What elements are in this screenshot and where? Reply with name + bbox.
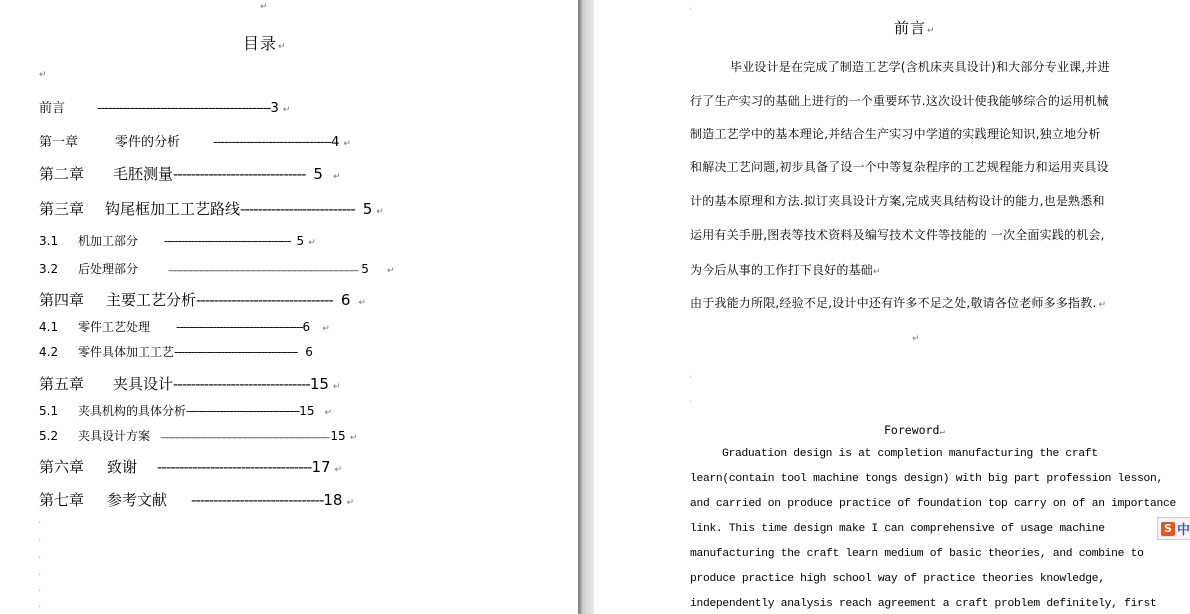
foreword-line: independently analysis reach agreement a craft problem definitely, first <box>690 598 1157 610</box>
paragraph-mark: ↵ <box>334 465 343 475</box>
toc-label: 夹具机构的具体分析 <box>78 404 187 418</box>
paragraph-mark: ↵ <box>912 334 920 344</box>
toc-leader: -------------------------------------- <box>164 234 291 248</box>
preface-line: 为今后从事的工作打下良好的基础 <box>690 263 874 277</box>
sogou-ime-icon[interactable]: S <box>1161 522 1175 536</box>
paragraph-mark: ↵ <box>1098 300 1107 310</box>
toc-page: 5 <box>361 262 369 276</box>
empty-paragraph-mark: ' <box>690 7 692 14</box>
preface-line: 行了生产实习的基础上进行的一个重要环节.这次设计使我能够综合的运用机械 <box>690 94 1109 108</box>
empty-paragraph-mark: ' <box>39 556 41 563</box>
paragraph-mark: ↵ <box>260 2 268 12</box>
toc-row-section-5-2[interactable] <box>39 427 357 444</box>
paragraph-mark: ↵ <box>346 498 355 508</box>
toc-label: 零件的分析 <box>115 135 181 150</box>
empty-paragraph-mark: ' <box>39 521 41 528</box>
toc-label: 钩尾框加工工艺路线 <box>105 200 241 218</box>
toc-page: 15 <box>299 404 315 418</box>
preface-line: 由于我能力所限,经验不足,设计中还有许多不足之处,敬请各位老师多多指教. <box>690 296 1097 310</box>
toc-label: 毛胚测量 <box>113 165 174 183</box>
paragraph-mark: ↵ <box>278 42 286 52</box>
empty-paragraph-mark: ' <box>39 589 41 596</box>
toc-page: 6 <box>305 345 313 359</box>
toc-leader: -------------------------------- <box>213 135 332 150</box>
paragraph-mark: ↵ <box>939 427 945 437</box>
foreword-line: and carried on produce practice of foundation top carry on of an importance <box>690 498 1176 510</box>
toc-label: 致谢 <box>107 458 138 476</box>
preface-line-wrap <box>690 292 1106 311</box>
toc-page: 6 <box>340 291 351 309</box>
toc-page: 17 <box>311 458 331 476</box>
toc-row-chapter-2[interactable] <box>39 163 341 184</box>
toc-leader: ---------------------------------- <box>186 404 300 418</box>
paragraph-mark: ↵ <box>332 172 341 182</box>
ime-toolbar[interactable] <box>1157 517 1190 540</box>
paragraph-mark: ↵ <box>322 324 330 334</box>
foreword-line: produce practice high school way of practice theories knowledge, <box>690 573 1105 585</box>
toc-leader: ----------------------------------------------- <box>97 101 271 116</box>
toc-leader: ———————————————————————————————— <box>160 433 327 443</box>
preface-line-wrap <box>690 259 881 278</box>
empty-paragraph-mark: ' <box>690 375 692 382</box>
toc-label: 后处理部分 <box>78 262 139 276</box>
toc-row-chapter-7[interactable] <box>39 489 354 510</box>
preface-title-wrap <box>894 17 935 38</box>
toc-label: 夹具设计 <box>113 375 174 393</box>
paragraph-mark: ↵ <box>39 70 47 80</box>
empty-paragraph-mark: ' <box>39 573 41 580</box>
toc-num: 5.2 <box>39 429 59 443</box>
paragraph-mark: ↵ <box>358 298 366 308</box>
toc-row-chapter-1[interactable] <box>39 131 351 150</box>
empty-paragraph-mark: ' <box>39 605 41 612</box>
toc-num: 前言 <box>39 101 66 116</box>
toc-num: 第七章 <box>39 491 85 509</box>
toc-row-section-3-1[interactable] <box>39 232 316 249</box>
toc-page: 15 <box>330 429 346 443</box>
foreword-line: manufacturing the craft learn medium of basic theories, and combine to <box>690 548 1144 560</box>
paragraph-mark: ↵ <box>343 139 351 149</box>
toc-num: 第四章 <box>39 291 85 309</box>
toc-leader: ------------------------------------- <box>174 345 298 359</box>
toc-num: 5.1 <box>39 404 59 418</box>
toc-page: 6 <box>302 320 311 334</box>
paragraph-mark: ↵ <box>324 408 333 418</box>
toc-row-preface[interactable] <box>39 97 290 116</box>
paragraph-mark: ↵ <box>927 26 935 36</box>
preface-title: 前言 <box>894 19 927 37</box>
toc-label: 机加工部分 <box>78 234 139 248</box>
foreword-title-wrap <box>884 423 945 437</box>
toc-label: 参考文献 <box>107 491 168 509</box>
page-gutter <box>578 0 594 614</box>
toc-leader: ------------------------------- <box>196 291 333 309</box>
foreword-line: learn(contain tool machine tongs design) with big part profession lesson, <box>690 473 1163 485</box>
toc-row-chapter-6[interactable] <box>39 456 342 477</box>
toc-num: 4.1 <box>39 320 59 334</box>
toc-label: 零件具体加工工艺 <box>78 345 175 359</box>
paragraph-mark: ↵ <box>376 207 384 217</box>
toc-row-section-3-2[interactable] <box>39 260 394 277</box>
toc-leader: ------------------------------ <box>173 165 306 183</box>
toc-num: 第六章 <box>39 458 85 476</box>
paragraph-mark: ↵ <box>386 266 395 276</box>
toc-num: 第三章 <box>39 200 85 218</box>
toc-num: 3.2 <box>39 262 59 276</box>
toc-title-wrap <box>243 31 286 54</box>
toc-label: 主要工艺分析 <box>106 291 197 309</box>
toc-page: 3 <box>270 101 279 116</box>
document-page-left <box>0 0 578 614</box>
preface-line: 计的基本原理和方法.拟订夹具设计方案,完成夹具结构设计的能力,也是熟悉和 <box>690 194 1105 208</box>
preface-line: 毕业设计是在完成了制造工艺学(含机床夹具设计)和大部分专业课,并进 <box>730 60 1110 74</box>
foreword-line: link. This time design make I can comprehensive of usage machine <box>690 523 1105 535</box>
toc-page: 5 <box>296 234 305 248</box>
foreword-line: Graduation design is at completion manufacturing the craft <box>722 448 1098 460</box>
toc-num: 第五章 <box>39 375 85 393</box>
toc-row-chapter-4[interactable] <box>39 289 366 310</box>
toc-leader: -------------------------------------- <box>176 320 303 334</box>
paragraph-mark: ↵ <box>308 238 316 248</box>
toc-num: 第一章 <box>39 135 79 150</box>
empty-paragraph-mark: ' <box>690 400 692 407</box>
paragraph-mark: ↵ <box>332 382 341 392</box>
toc-row-section-5-1[interactable] <box>39 402 332 419</box>
preface-line: 和解决工艺问题,初步具备了设一个中等复杂程序的工艺规程能力和运用夹具设 <box>690 160 1109 174</box>
foreword-title: Foreword <box>884 423 940 437</box>
toc-page: 5 <box>313 165 323 183</box>
toc-label: 夹具设计方案 <box>78 429 151 443</box>
toc-row-chapter-5[interactable] <box>39 373 340 394</box>
preface-line: 制造工艺学中的基本理论,并结合生产实习中学道的实践理论知识,独立地分析 <box>690 127 1101 141</box>
preface-line: 运用有关手册,图表等技术资料及编写技术文件等技能的 一次全面实践的机会, <box>690 228 1105 242</box>
toc-title: 目录 <box>243 34 278 53</box>
toc-row-chapter-3[interactable] <box>39 198 384 219</box>
toc-leader: ------------------------------- <box>173 375 310 393</box>
ime-mode-toggle[interactable]: 中 <box>1177 523 1190 538</box>
toc-row-section-4-2[interactable] <box>39 343 313 360</box>
toc-page: 15 <box>309 375 329 393</box>
toc-label: 零件工艺处理 <box>78 320 151 334</box>
toc-num: 3.1 <box>39 234 59 248</box>
paragraph-mark: ↵ <box>282 105 291 115</box>
toc-leader: ----------------------------------- <box>157 458 312 476</box>
paragraph-mark: ↵ <box>349 433 358 443</box>
toc-num: 第二章 <box>39 165 85 183</box>
toc-leader: ------------------------------ <box>191 491 324 509</box>
toc-page: 5 <box>362 200 373 218</box>
toc-num: 4.2 <box>39 345 59 359</box>
toc-leader: ———————————————————————————————————— <box>168 266 356 276</box>
toc-row-section-4-1[interactable] <box>39 318 330 335</box>
toc-page: 18 <box>323 491 343 509</box>
empty-paragraph-mark: ' <box>39 539 41 546</box>
toc-page: 4 <box>331 135 340 150</box>
paragraph-mark: ↵ <box>873 267 881 277</box>
toc-leader: -------------------------- <box>240 200 355 218</box>
